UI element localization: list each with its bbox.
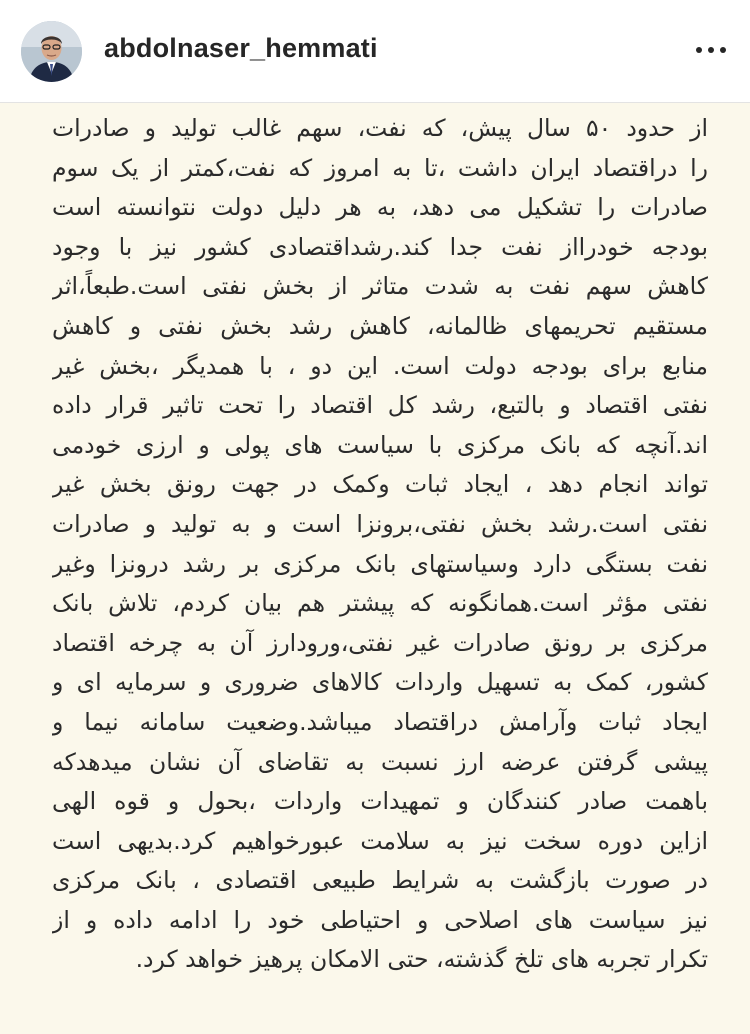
post-text-line: باهمت صادر کنندگان و تمهیدات واردات ،بحول و قوه الهی (52, 787, 708, 816)
username[interactable]: abdolnaser_hemmati (104, 33, 378, 63)
post-text-line: نفتی است.رشد بخش نفتی،برونزا است و به تولید و صادرات (52, 509, 708, 538)
post-text-line: مرکزی بر رونق صادرات غیر نفتی،ورودارز آن به چرخه اقتصاد (52, 628, 708, 657)
post-text-line: در صورت بازگشت به شرایط طبیعی اقتصادی ، بانک مرکزی (52, 866, 708, 895)
post-text-line: صادرات را تشکیل می دهد، به هر دلیل دولت نتوانسته است (52, 193, 708, 222)
post-text-line: پیشی گرفتن عرضه ارز نسبت به تقاضای آن نشان میدهدکه (52, 747, 708, 776)
post-text-line: منابع برای بودجه دولت است. این دو ، با همدیگر ،بخش غیر (52, 351, 708, 380)
post-text-line: را دراقتصاد ایران داشت ،تا به امروز که نفت،کمتر از یک سوم (52, 153, 708, 182)
post-header (0, 0, 750, 103)
post-text-line: نیز سیاست های اصلاحی و احتیاطی خود را ادامه داده و از (52, 905, 708, 934)
post-text-line: نفتی مؤثر است.همانگونه که پیشتر هم بیان کردم، تلاش بانک (52, 589, 708, 618)
more-dot (696, 47, 702, 53)
post-text-line: تواند انجام دهد ، ایجاد ثبات وکمک در جهت رونق بخش غیر (52, 470, 708, 499)
more-options-icon[interactable] (690, 30, 732, 70)
more-dot (708, 47, 714, 53)
avatar-portrait-icon (21, 21, 82, 82)
post-text-line: بودجه خودرااز نفت جدا کند.رشداقتصادی کشور نیز با وجود (52, 232, 708, 261)
post-text-line: اند.آنچه که بانک مرکزی با سیاست های پولی و ارزی خودمی (52, 430, 708, 459)
post-text-line: ازاین دوره سخت نیز به سلامت عبورخواهیم کرد.بدیهی است (52, 826, 708, 855)
post-text-line: مستقیم تحریمهای ظالمانه، کاهش رشد بخش نفتی و کاهش (52, 311, 708, 340)
post-text-line: از حدود ۵۰ سال پیش، که نفت، سهم غالب تولید و صادرات (52, 114, 708, 142)
post-text-line: نفت بستگی دارد وسیاستهای بانک مرکزی بر رشد درونزا وغیر (52, 549, 708, 578)
post-text-line: کاهش سهم نفت به شدت متاثر از بخش نفتی است.طبعاً،اثر (52, 272, 708, 301)
post-image-text (0, 103, 750, 1034)
post-text-line: ایجاد ثبات وآرامش دراقتصاد میباشد.وضعیت سامانه نیما و (52, 707, 708, 736)
avatar[interactable] (21, 21, 82, 82)
post-text-line: تکرار تجربه های تلخ گذشته، حتی الامکان پرهیز خواهد کرد. (135, 945, 708, 974)
more-dot (720, 47, 726, 53)
post-text-line: کشور، کمک به تسهیل واردات کالاهای ضروری و سرمایه ای و (52, 668, 708, 697)
post-text-line: نفتی اقتصاد و بالتبع، رشد کل اقتصاد را تحت تاثیر قرار داده (52, 391, 708, 420)
